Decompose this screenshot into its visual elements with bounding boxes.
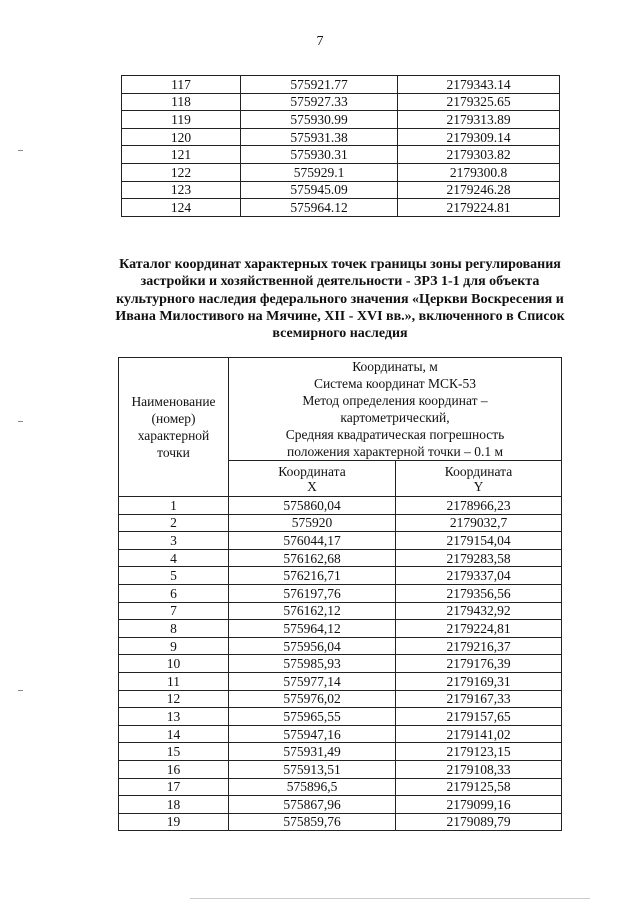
y-coordinate-cell: 2179303.82 [398,146,560,164]
x-coordinate-cell: 575929.1 [241,163,398,181]
x-coordinate-cell: 575965,55 [229,708,396,726]
x-coordinate-cell: 575931.38 [241,128,398,146]
header-line: Координата [444,463,513,479]
point-number-cell: 123 [122,181,241,199]
table-row [119,796,562,814]
x-coordinate-cell: 575913,51 [229,760,396,778]
table-row [122,93,560,111]
coordinates-header [229,358,562,461]
x-coordinate-cell: 576044,17 [229,532,396,550]
table-row [119,778,562,796]
y-coordinate-cell: 2179309.14 [398,128,560,146]
y-coordinate-cell: 2179154,04 [396,532,562,550]
table-row [119,567,562,585]
y-coordinate-header [396,461,562,497]
point-number-cell: 117 [122,76,241,94]
point-number-cell: 16 [119,760,229,778]
y-coordinate-cell: 2179089,79 [396,813,562,831]
y-coordinate-cell: 2178966,23 [396,497,562,515]
x-coordinate-cell: 575931,49 [229,743,396,761]
y-coordinate-cell: 2179141,02 [396,725,562,743]
header-line: Средняя квадратическая погрешность [285,427,505,442]
point-number-cell: 15 [119,743,229,761]
heading-line: всемирного наследия [272,326,408,342]
table-row [119,532,562,550]
table-row [119,725,562,743]
table-row [119,813,562,831]
x-coordinate-cell: 576162,12 [229,602,396,620]
x-coordinate-cell: 575945.09 [241,181,398,199]
point-name-header [119,358,229,497]
heading-line: культурного наследия федерального значения «Церкви Воскресения и [116,291,564,307]
scan-edge-line [190,898,590,899]
point-number-cell: 9 [119,637,229,655]
y-coordinate-cell: 2179246.28 [398,181,560,199]
y-coordinate-cell: 2179099,16 [396,796,562,814]
header-line: Координаты, м [352,359,438,374]
x-coordinate-cell: 575920 [229,514,396,532]
x-coordinate-cell: 575867,96 [229,796,396,814]
table-row [122,111,560,129]
table-row [119,743,562,761]
x-coordinate-cell: 576162,68 [229,549,396,567]
table-row [122,128,560,146]
x-coordinate-cell: 575977,14 [229,672,396,690]
table-row [119,602,562,620]
table-row [119,584,562,602]
header-line: Наименование [131,394,216,409]
point-number-cell: 12 [119,690,229,708]
table-row [119,637,562,655]
table-row [119,760,562,778]
table-row [119,672,562,690]
x-coordinate-cell: 575964.12 [241,199,398,217]
point-number-cell: 5 [119,567,229,585]
page-number: 7 [316,34,324,49]
header-line: Y [473,478,484,494]
y-coordinate-cell: 2179356,56 [396,584,562,602]
x-coordinate-cell: 576197,76 [229,584,396,602]
table-row [122,199,560,217]
point-number-cell: 118 [122,93,241,111]
point-number-cell: 122 [122,163,241,181]
table-row [119,514,562,532]
heading-line: застройки и хозяйственной деятельности - ЗРЗ 1-1 для объекта [140,274,540,290]
table-row [122,163,560,181]
y-coordinate-cell: 2179224.81 [398,199,560,217]
y-coordinate-cell: 2179216,37 [396,637,562,655]
table-row [122,181,560,199]
table-header [119,358,562,497]
y-coordinate-cell: 2179123,15 [396,743,562,761]
coordinates-catalog-table [118,357,562,831]
x-coordinate-cell: 576216,71 [229,567,396,585]
heading-line: Ивана Милостивого на Мячине, XII - XVI вв.», включенного в Список [115,308,565,324]
x-coordinate-header [229,461,396,497]
y-coordinate-cell: 2179157,65 [396,708,562,726]
header-line: точки [157,445,190,460]
point-number-cell: 1 [119,497,229,515]
point-number-cell: 14 [119,725,229,743]
point-number-cell: 2 [119,514,229,532]
header-line: (номер) [151,411,196,426]
y-coordinate-cell: 2179167,33 [396,690,562,708]
table-row [119,549,562,567]
x-coordinate-cell: 575860,04 [229,497,396,515]
x-coordinate-cell: 575896,5 [229,778,396,796]
scan-mark [18,150,23,151]
point-number-cell: 121 [122,146,241,164]
table-row [122,146,560,164]
point-number-cell: 10 [119,655,229,673]
header-line: положения характерной точки – 0.1 м [287,444,504,459]
coordinates-table-continued [121,75,560,217]
y-coordinate-cell: 2179432,92 [396,602,562,620]
table-row [119,620,562,638]
x-coordinate-cell: 575859,76 [229,813,396,831]
y-coordinate-cell: 2179176,39 [396,655,562,673]
point-number-cell: 18 [119,796,229,814]
y-coordinate-cell: 2179337,04 [396,567,562,585]
y-coordinate-cell: 2179313.89 [398,111,560,129]
main-table-body [119,497,562,831]
point-number-cell: 7 [119,602,229,620]
table-row [119,655,562,673]
point-number-cell: 11 [119,672,229,690]
x-coordinate-cell: 575930.31 [241,146,398,164]
header-line: Система координат МСК-53 [313,376,477,391]
point-number-cell: 124 [122,199,241,217]
x-coordinate-cell: 575921.77 [241,76,398,94]
point-number-cell: 6 [119,584,229,602]
x-coordinate-cell: 575985,93 [229,655,396,673]
point-number-cell: 17 [119,778,229,796]
scan-mark [18,690,23,691]
scan-mark [18,421,23,422]
table-row [119,690,562,708]
x-coordinate-cell: 575930.99 [241,111,398,129]
x-coordinate-cell: 575927.33 [241,93,398,111]
y-coordinate-cell: 2179125,58 [396,778,562,796]
y-coordinate-cell: 2179343.14 [398,76,560,94]
table-row [119,708,562,726]
y-coordinate-cell: 2179169,31 [396,672,562,690]
y-coordinate-cell: 2179325.65 [398,93,560,111]
point-number-cell: 13 [119,708,229,726]
y-coordinate-cell: 2179300.8 [398,163,560,181]
header-line: X [307,478,317,494]
header-line: картометрический, [340,410,450,425]
point-number-cell: 120 [122,128,241,146]
point-number-cell: 119 [122,111,241,129]
point-number-cell: 19 [119,813,229,831]
x-coordinate-cell: 575976,02 [229,690,396,708]
point-number-cell: 3 [119,532,229,550]
y-coordinate-cell: 2179108,33 [396,760,562,778]
point-number-cell: 4 [119,549,229,567]
x-coordinate-cell: 575964,12 [229,620,396,638]
header-line: характерной [137,428,210,443]
header-line: Координата [278,463,346,479]
point-number-cell: 8 [119,620,229,638]
catalog-heading [90,256,590,342]
header-line: Метод определения координат – [302,393,488,408]
x-coordinate-cell: 575956,04 [229,637,396,655]
table-row [119,497,562,515]
top-table-body [122,76,560,217]
heading-line: Каталог координат характерных точек границы зоны регулирования [119,257,561,272]
y-coordinate-cell: 2179032,7 [396,514,562,532]
y-coordinate-cell: 2179283,58 [396,549,562,567]
table-row [122,76,560,94]
y-coordinate-cell: 2179224,81 [396,620,562,638]
x-coordinate-cell: 575947,16 [229,725,396,743]
